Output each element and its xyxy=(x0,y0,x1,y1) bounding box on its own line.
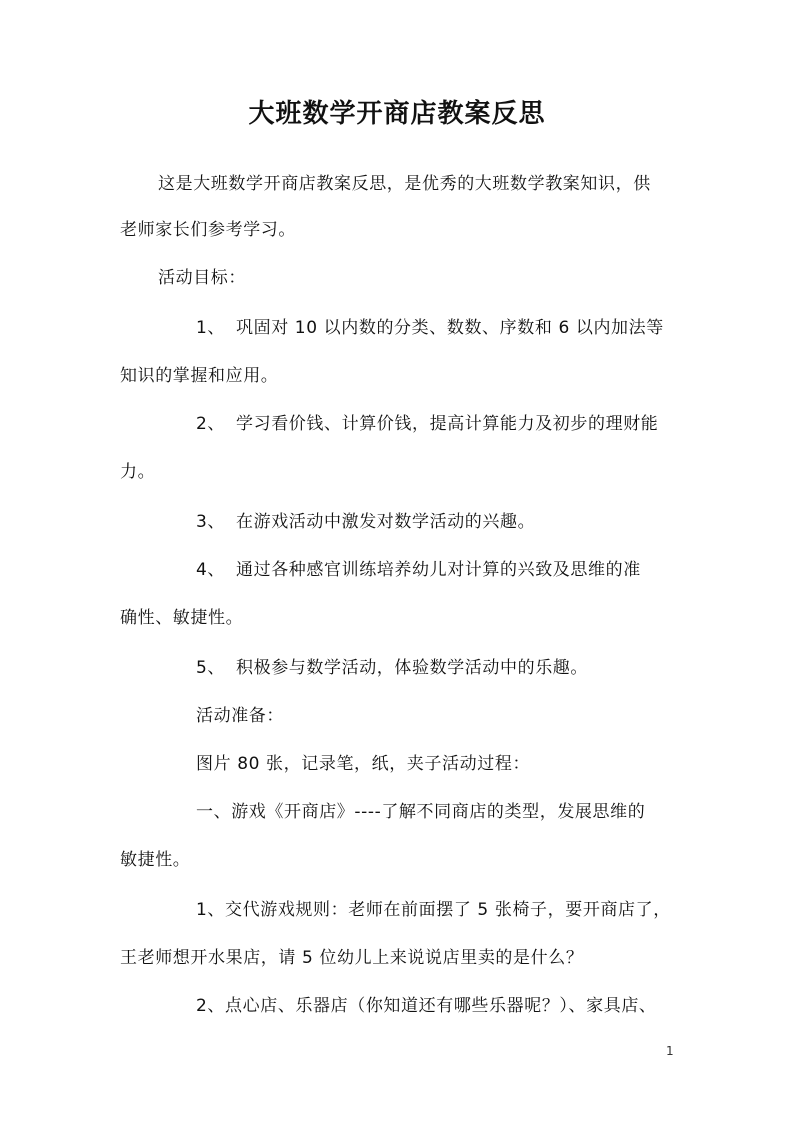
goal-number: 1、 xyxy=(196,318,226,338)
goals-heading: 活动目标： xyxy=(158,268,246,288)
goal-number: 3、 xyxy=(196,512,226,532)
document-title: 大班数学开商店教案反思 xyxy=(248,99,546,129)
process-item-3: 2、点心店、乐器店（你知道还有哪些乐器呢？）、家具店、 xyxy=(196,996,657,1016)
goal-text: 在游戏活动中激发对数学活动的兴趣。 xyxy=(236,512,536,532)
intro-line-1: 这是大班数学开商店教案反思，是优秀的大班数学教案知识，供 xyxy=(158,174,651,194)
process-item-2: 1、交代游戏规则：老师在前面摆了 5 张椅子，要开商店了， xyxy=(196,900,671,920)
goal-number: 4、 xyxy=(196,560,226,580)
goal-item-2-continuation: 力。 xyxy=(120,462,156,482)
goal-number: 5、 xyxy=(196,658,226,678)
goal-item-1 xyxy=(196,316,664,340)
process-item-1-continuation: 敏捷性。 xyxy=(120,850,191,870)
goal-text: 巩固对 10 以内数的分类、数数、序数和 6 以内加法等 xyxy=(236,318,664,338)
process-item-2-continuation: 王老师想开水果店，请 5 位幼儿上来说说店里卖的是什么？ xyxy=(120,948,584,968)
process-item-1: 一、游戏《开商店》----了解不同商店的类型，发展思维的 xyxy=(196,802,646,822)
goal-text: 积极参与数学活动，体验数学活动中的乐趣。 xyxy=(236,658,588,678)
goal-text: 通过各种感官训练培养幼儿对计算的兴致及思维的准 xyxy=(236,560,641,580)
goal-item-3 xyxy=(196,510,535,534)
prep-heading: 活动准备： xyxy=(196,706,284,726)
goal-item-5 xyxy=(196,656,588,680)
goal-item-4 xyxy=(196,558,641,582)
intro-line-2: 老师家长们参考学习。 xyxy=(120,220,296,240)
goal-item-1-continuation: 知识的掌握和应用。 xyxy=(120,366,279,386)
goal-text: 学习看价钱、计算价钱，提高计算能力及初步的理财能 xyxy=(236,414,659,434)
prep-line: 图片 80 张，记录笔，纸，夹子活动过程： xyxy=(196,754,531,774)
goal-number: 2、 xyxy=(196,414,226,434)
goal-item-2 xyxy=(196,412,658,436)
page-number: 1 xyxy=(666,1044,674,1058)
goal-item-4-continuation: 确性、敏捷性。 xyxy=(120,608,244,628)
